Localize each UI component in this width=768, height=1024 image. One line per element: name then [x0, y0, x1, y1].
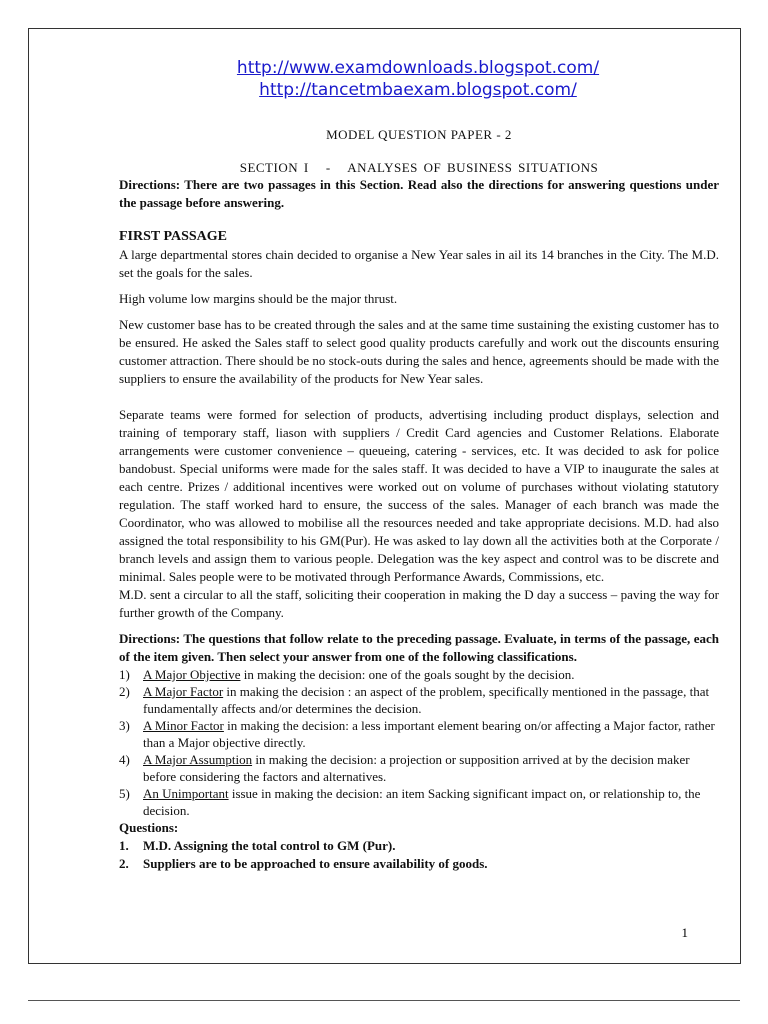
directions-intro: Directions: There are two passages in this Section. Read also the directions for answering questions under the passage before answering. [119, 177, 719, 210]
paragraph-5: M.D. sent a circular to all the staff, soliciting their cooperation in making the D day a success – paving the way for further growth of the Company. [119, 587, 719, 620]
link-examdownloads[interactable]: http://www.examdownloads.blogspot.com/ [236, 58, 600, 78]
paper-title: MODEL QUESTION PAPER - 2 [326, 127, 512, 142]
paragraph-3: New customer base has to be created through the sales and at the same time sustaining the existing customer has to be ensured. He asked the Sales staff to select good quality products carefully and work out the discounts ensuring customer attraction. There should be no stock-outs during the sales and hence, agreements should be made with the suppliers to ensure the availability of the products for New Year sales. [119, 317, 719, 386]
classification-item: 5) An Unimportant issue in making the decision: an item Sacking significant impact on, or relationship to, the decision. [119, 786, 701, 818]
section-heading: SECTION I - ANALYSES OF BUSINESS SITUATIONS [239, 160, 599, 175]
paragraph-1: A large departmental stores chain decided to organise a New Year sales in ail its 14 branches in the City. The M.D. set the goals for the sales. [119, 247, 719, 280]
footer-divider [28, 1000, 740, 1001]
document-page [28, 28, 741, 964]
questions-label: Questions: [119, 820, 179, 835]
classification-item: 2) A Major Factor in making the decision : an aspect of the problem, specifically mentioned in the passage, that fundamentally affects and/or determines the decision. [119, 684, 710, 716]
header-links [117, 57, 719, 101]
classification-item: 1) A Major Objective in making the decision: one of the goals sought by the decision. [119, 667, 575, 682]
link-tancetmbaexam[interactable]: http://tancetmbaexam.blogspot.com/ [259, 80, 577, 100]
page-number: 1 [681, 925, 688, 940]
question-item: 1. M.D. Assigning the total control to GM (Pur). [119, 838, 396, 853]
classification-list [119, 666, 719, 819]
paragraph-2: High volume low margins should be the major thrust. [119, 291, 398, 306]
question-item: 2. Suppliers are to be approached to ensure availability of goods. [119, 856, 488, 871]
directions-questions: Directions: The questions that follow relate to the preceding passage. Evaluate, in terms of the passage, each of the item given. Then select your answer from one of the following classifications. [119, 631, 719, 664]
page-content [119, 57, 719, 873]
passage-title: FIRST PASSAGE [119, 229, 228, 244]
classification-item: 4) A Major Assumption in making the decision: a projection or supposition arrived at by the decision maker before considering the factors and alternatives. [119, 752, 690, 784]
paragraph-4: Separate teams were formed for selection of products, advertising including product displays, selection and training of temporary staff, liason with suppliers / Credit Card agencies and Customer Relations. Elaborate arrangements were customer convenience – queueing, catering - services, etc. It was decided to ask for police bandobust. Special uniforms were made for the sales staff. It was decided to have a VIP to inaugurate the sales at each centre. Prizes / additional incentives were worked out on volume of purchases without violating statutory regulation. The staff worked hard to ensure, the success of the sales. Manager of each branch was made the Coordinator, who was allowed to mobilise all the resources needed and take appropriate decisions. M.D. had also assigned the total responsibility to his GM(Pur). He was asked to lay down all the activities both at the Corporate / branch levels and assign them to various people. Delegation was the key aspect and control was to be discrete and minimal. Sales people were to be motivated through Performance Awards, Commissions, etc. [119, 407, 719, 584]
classification-item: 3) A Minor Factor in making the decision: a less important element bearing on/or affecting a Major factor, rather than a Major objective directly. [119, 718, 715, 750]
